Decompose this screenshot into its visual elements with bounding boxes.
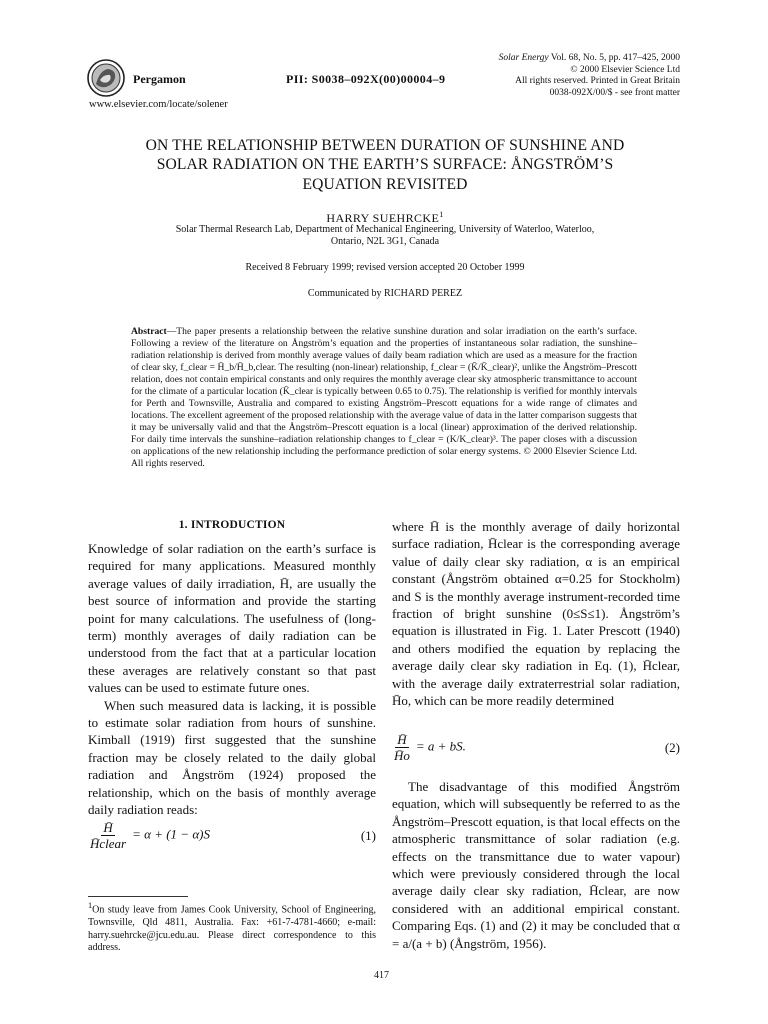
- right-column-lower: [392, 778, 680, 952]
- equation-1-numerator: H̄: [103, 820, 113, 835]
- footnote: [88, 900, 376, 955]
- affiliation-line: Solar Thermal Research Lab, Department of Mechanical Engineering, University of Waterloo, Waterloo,: [175, 224, 595, 235]
- author-footnote-mark: 1: [439, 210, 444, 219]
- equation-1-denominator: H̄clear: [90, 836, 127, 851]
- equation-2-denominator: H̄o: [394, 748, 410, 763]
- publisher-logo-icon: [86, 58, 126, 98]
- intro-paragraph-2: When such measured data is lacking, it is possible to estimate solar radiation from hours of sunshine. Kimball (1919) first suggested that the sunshine fraction may be closely related to the daily global radiation and Ångström (1924) proposed the relationship, which on the basis of monthly average daily radiation reads:: [88, 697, 376, 818]
- issn-line: 0038-092X/00/$ - see front matter: [549, 87, 680, 98]
- title-line: ON THE RELATIONSHIP BETWEEN DURATION OF SUNSHINE AND: [145, 137, 625, 154]
- journal-citation: [460, 53, 680, 65]
- equation-1-fraction: [88, 820, 128, 851]
- author-name-text: HARRY SUEHRCKE: [326, 211, 440, 225]
- title-line: SOLAR RADIATION ON THE EARTH’S SURFACE: ÅNGSTRÖM’S: [156, 156, 614, 174]
- journal-name: Solar Energy: [498, 53, 549, 63]
- journal-info: [460, 53, 680, 99]
- author-affiliation: [120, 224, 650, 248]
- rights-line: All rights reserved. Printed in Great Britain: [515, 76, 680, 87]
- intro-paragraph-1: Knowledge of solar radiation on the earth’s surface is required for many applications. Measured monthly average values of daily irradiation, H̄, are usually the best source of information and provide the starting point for many calculations. The usefulness of (long-term) monthly averages of daily radiation can be understood from the fact that at a particular location these averages are relatively constant so that past values can be used to estimate future ones.: [88, 541, 376, 696]
- equation-2-rhs: = a + bS.: [415, 738, 466, 754]
- section-heading-introduction: 1. INTRODUCTION: [178, 519, 286, 531]
- publisher-name: Pergamon: [133, 72, 186, 86]
- right-paragraph-2: The disadvantage of this modified Ångström equation, which will subsequently be referred to as the Ångström–Prescott equation, is that local effects on the atmospheric transmittance of solar radiation (e.g. effects on the transmittance due to water vapour) which were previously considered through the local average daily clear sky radiation, H̄clear, are now considered with an additional empirical constant. Comparing Eqs. (1) and (2) it may be concluded that α = a/(a + b) (Ångström, 1956).: [392, 779, 680, 951]
- copyright-line: © 2000 Elsevier Science Ltd: [570, 64, 680, 75]
- equation-1-body: [88, 820, 210, 851]
- equation-2: [392, 732, 680, 763]
- equation-2-label: (2): [664, 739, 680, 755]
- journal-volume: Vol. 68, No. 5, pp. 417–425, 2000: [548, 53, 680, 63]
- equation-2-numerator: H̄: [397, 732, 407, 747]
- left-column: [88, 540, 376, 819]
- equation-1-rhs: = α + (1 − α)S: [132, 826, 210, 842]
- equation-2-body: [392, 732, 466, 763]
- title-line: EQUATION REVISITED: [302, 175, 468, 193]
- equation-2-fraction: [392, 732, 412, 763]
- received-dates: Received 8 February 1999; revised version accepted 20 October 1999: [245, 262, 525, 273]
- footnote-mark: 1: [88, 901, 93, 910]
- right-column: [392, 518, 680, 709]
- journal-url[interactable]: www.elsevier.com/locate/solener: [89, 99, 228, 110]
- footnote-divider: [88, 896, 188, 897]
- paper-title: [90, 136, 680, 194]
- pii-code: PII: S0038–092X(00)00004–9: [286, 72, 446, 86]
- equation-1: [88, 820, 376, 851]
- right-paragraph-1: where H̄ is the monthly average of daily horizontal surface radiation, H̄clear is the corresponding average value of daily clear sky radiation, α is an empirical constant (Ångström obtained α=0.25 for Stockholm) and S is the monthly average instrument-recorded time fraction of bright sunshine (0≤S≤1). Ångström’s equation is illustrated in Fig. 1. Later Prescott (1940) and others modified the equation by replacing the average daily clear sky radiation in Eq. (1), H̄clear, with the average daily extraterrestrial solar radiation, H̄o, which can be more readily determined: [392, 519, 680, 709]
- page-number: 417: [374, 970, 389, 981]
- abstract: [131, 326, 637, 470]
- abstract-label: Abstract: [131, 326, 167, 337]
- footnote-text: On study leave from James Cook University, School of Engineering, Townsville, Qld 4811, Australia. Fax: +61-7-4781-4660; e-mail: harry.suehrcke@jcu.edu.au. Please direct correspondence to this address.: [88, 904, 376, 954]
- abstract-text: —The paper presents a relationship between the relative sunshine duration and solar irradiation on the earth’s surface. Following a review of the literature on Ångström’s equation and the properties of instantaneous solar radiation, the sunshine–radiation relationship is derived from monthly average values of daily beam radiation which are used as a measure for the fraction of clear sky, f_clear = H̄_b/H̄_b,clear. The resulting (non-linear) relationship, f_clear = (K̄/K̄_clear)², unlike the Ångström–Prescott relation, does not contain empirical constants and only requires the monthly average clear sky atmospheric transmittance to account for the climate of a particular location (K̄_clear is typically between 0.65 to 0.75). The relationship is verified for monthly intervals for Perth and Townsville, Australia and compared to existing Ångström–Prescott equations for a wide range of climates and locations. The excellent agreement of the proposed relationship with the average value of data in the latter comparison suggests that it may be universally valid and that the Ångström–Prescott equation is a local (linear) approximation of the derived relationship. For daily time intervals the sunshine–radiation relationship changes to f_clear = (K/K_clear)³. The paper closes with a discussion on applications of the new relationship including the performance prediction of solar energy systems. © 2000 Elsevier Science Ltd. All rights reserved.: [131, 326, 637, 469]
- communicated-by: Communicated by RICHARD PEREZ: [307, 288, 463, 299]
- equation-1-label: (1): [360, 827, 376, 843]
- affiliation-line: Ontario, N2L 3G1, Canada: [330, 236, 440, 247]
